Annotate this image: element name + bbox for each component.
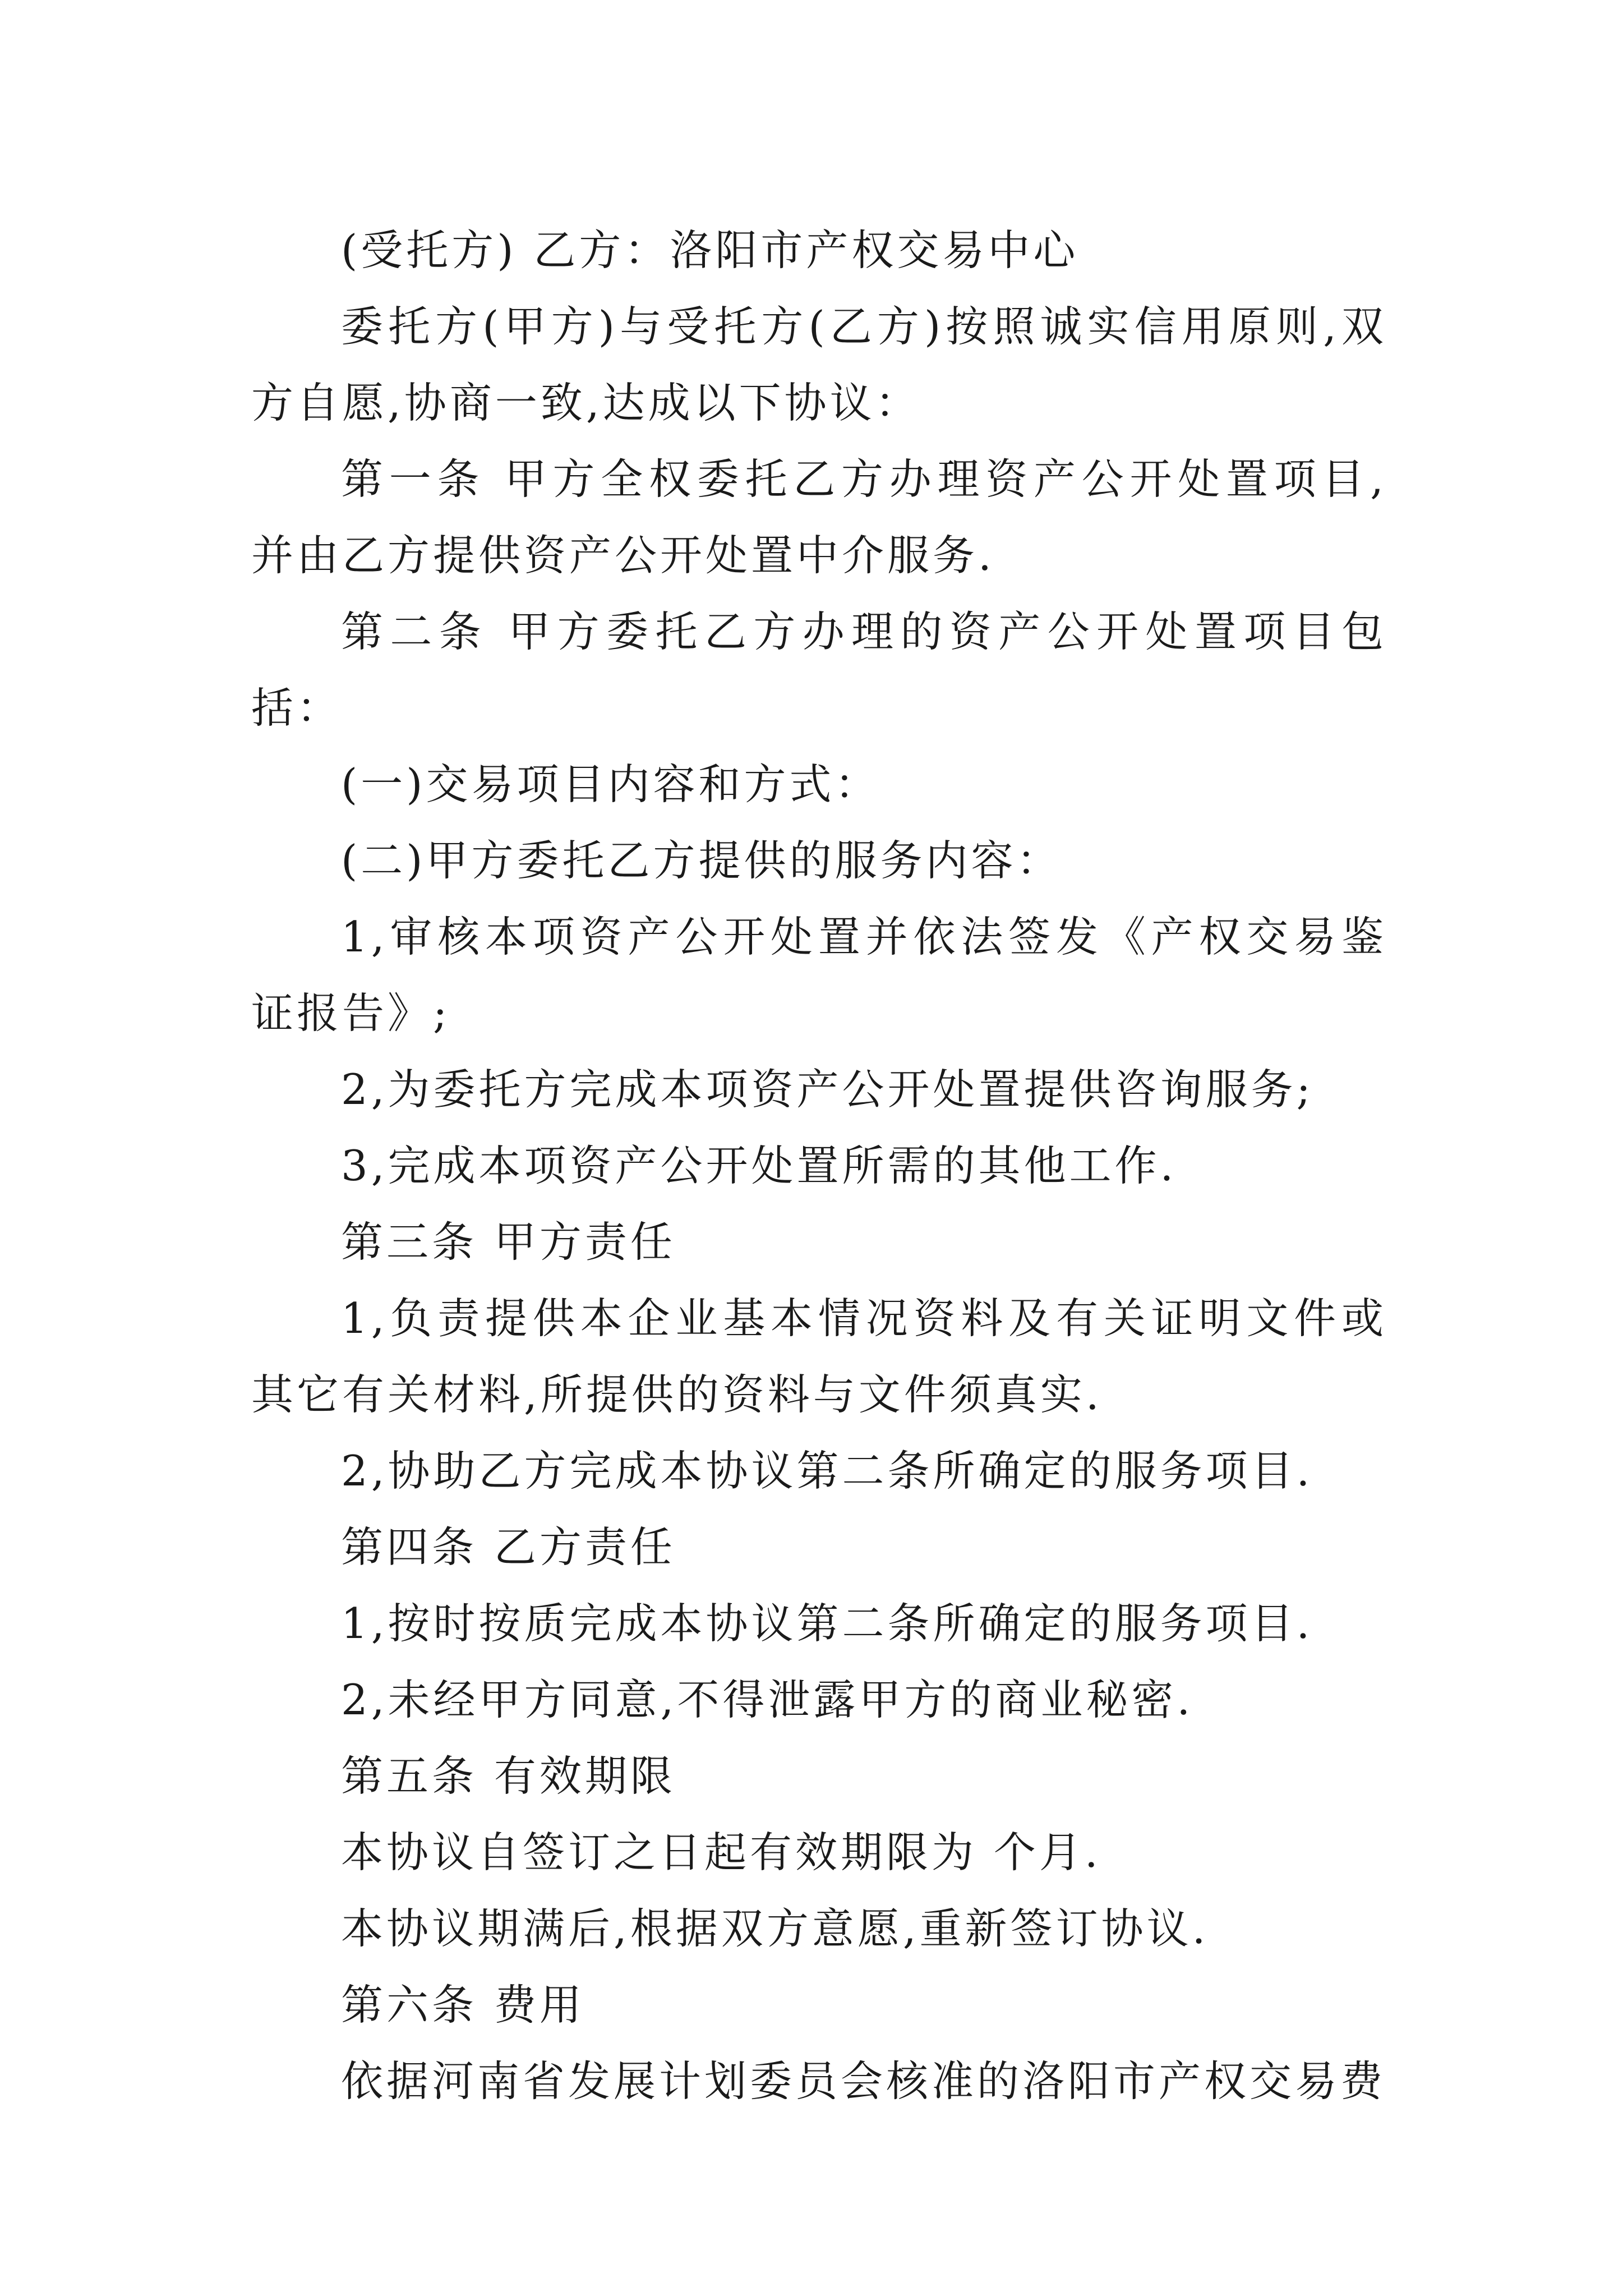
- paragraph-party-a-duty-1: 1,负责提供本企业基本情况资料及有关证明文件或其它有关材料,所提供的资料与文件须真实.: [251, 1294, 1387, 1419]
- paragraph-article-2: 第二条 甲方委托乙方办理的资产公开处置项目包括：: [251, 607, 1387, 733]
- paragraph-article-5: 第五条 有效期限: [341, 1751, 676, 1801]
- paragraph-party-a-duty-2: 2,协助乙方完成本协议第二条所确定的服务项目.: [341, 1446, 1313, 1496]
- document-body: [251, 212, 1387, 2119]
- paragraph-article-2-item-2: (二)甲方委托乙方提供的服务内容：: [341, 836, 1062, 885]
- paragraph-article-3: 第三条 甲方责任: [341, 1217, 676, 1267]
- paragraph-service-2: 2,为委托方完成本项资产公开处置提供咨询服务;: [341, 1065, 1314, 1114]
- paragraph-article-1: 第一条 甲方全权委托乙方办理资产公开处置项目, 并由乙方提供资产公开处置中介服务.: [251, 454, 1387, 580]
- paragraph-service-3: 3,完成本项资产公开处置所需的其他工作.: [341, 1141, 1177, 1190]
- paragraph-article-6: 第六条 费用: [341, 1980, 585, 2030]
- paragraph-fee: 依据河南省发展计划委员会核准的洛阳市产权交易费: [341, 2056, 1386, 2106]
- paragraph-validity-1: 本协议自签订之日起有效期限为 个月.: [341, 1828, 1101, 1877]
- paragraph-service-1: 1,审核本项资产公开处置并依法签发《产权交易鉴证报告》;: [251, 912, 1387, 1038]
- paragraph-article-4: 第四条 乙方责任: [341, 1522, 676, 1572]
- paragraph-trustee: (受托方) 乙方：洛阳市产权交易中心: [341, 226, 1079, 275]
- paragraph-party-b-duty-1: 1,按时按质完成本协议第二条所确定的服务项目.: [341, 1599, 1313, 1648]
- paragraph-party-b-duty-2: 2,未经甲方同意,不得泄露甲方的商业秘密.: [341, 1675, 1194, 1724]
- paragraph-validity-2: 本协议期满后,根据双方意愿,重新签订协议.: [341, 1904, 1209, 1953]
- paragraph-article-2-item-1: (一)交易项目内容和方式：: [341, 760, 880, 809]
- paragraph-preamble: 委托方(甲方)与受托方(乙方)按照诚实信用原则,双方自愿,协商一致,达成以下协议：: [251, 302, 1387, 427]
